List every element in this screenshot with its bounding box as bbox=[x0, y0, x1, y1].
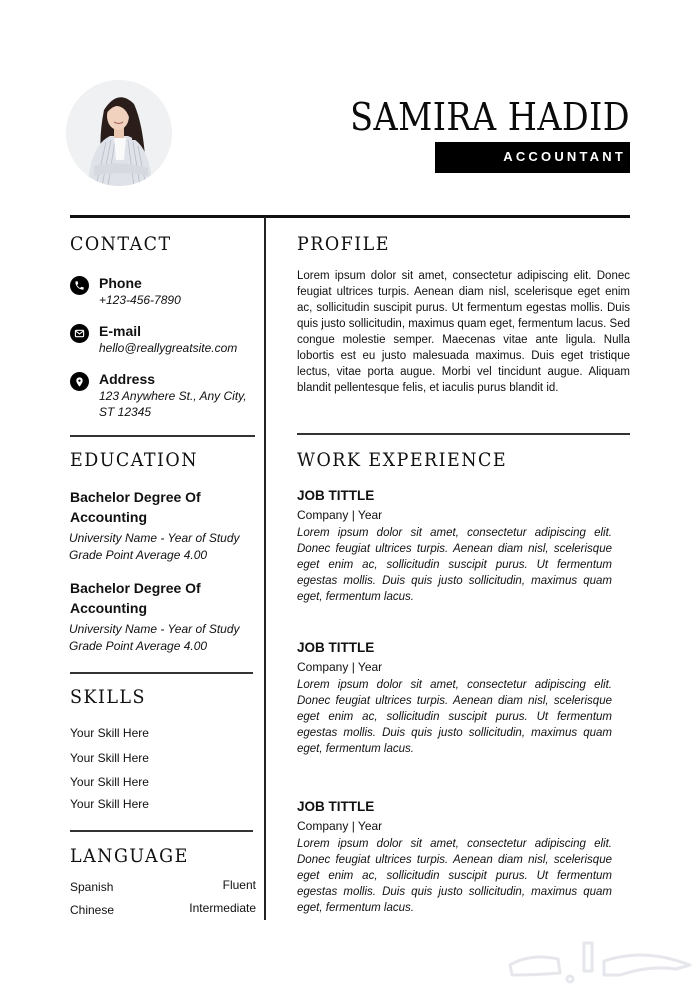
education-entry bbox=[70, 487, 240, 564]
profile-heading: PROFILE bbox=[297, 233, 390, 255]
profile-divider bbox=[297, 433, 630, 435]
avatar bbox=[66, 80, 172, 186]
location-icon bbox=[70, 372, 89, 391]
column-divider bbox=[264, 217, 266, 920]
language-heading: LANGUAGE bbox=[70, 845, 189, 867]
school-line: University Name - Year of Study bbox=[69, 622, 240, 636]
profile-summary: Lorem ipsum dolor sit amet, consectetur adipiscing elit. Donec feugiat ultrices turpis. Aenean diam nisl, scelerisque eget enim ac, sollicitudin suscipit purus. Ut fermentum egestas mollis. Duis quis justo sollicitudin, maximus quam eget, fermentum lacus. Sed congue molestie semper. Maecenas vitae ante ligula. Nulla lobortis est eu justo malesuada maximus. Duis eget tristique lectus, vitae porta augue. Morbi vel tincidunt augue. Aliquam blandit pellentesque felis, et iaculis purus blandit id. bbox=[297, 270, 631, 394]
language-name: Chinese bbox=[70, 903, 115, 917]
job-title: JOB TITTLE bbox=[297, 488, 375, 503]
language-row bbox=[70, 901, 256, 917]
job-title: JOB TITTLE bbox=[297, 640, 375, 655]
skill-item: Your Skill Here bbox=[70, 751, 149, 765]
job-company: Company | Year bbox=[297, 660, 383, 674]
degree-line-1: Bachelor Degree Of bbox=[70, 489, 201, 505]
skill-item: Your Skill Here bbox=[70, 775, 149, 789]
skill-item: Your Skill Here bbox=[70, 797, 149, 811]
phone-icon bbox=[70, 276, 89, 295]
skill-item: Your Skill Here bbox=[70, 726, 149, 740]
contact-divider bbox=[70, 435, 255, 437]
candidate-name: SAMIRA HADID bbox=[350, 95, 630, 139]
address-line-2: ST 12345 bbox=[99, 405, 152, 419]
header-divider bbox=[70, 215, 630, 218]
language-name: Spanish bbox=[70, 880, 114, 894]
job-entry bbox=[297, 640, 612, 757]
job-entry bbox=[297, 799, 612, 916]
address-label: Address bbox=[99, 371, 156, 387]
job-description: Lorem ipsum dolor sit amet, consectetur adipiscing elit. Donec feugiat ultrices turpis. Aenean diam nisl, scelerisque eget enim ac, sollicitudin suscipit purus. Ut fermentum egestas mollis. Duis quis justo sollicitudin, maximus quam eget, fermentum lacus. bbox=[297, 679, 612, 755]
job-entry bbox=[297, 488, 612, 605]
education-heading: EDUCATION bbox=[70, 449, 198, 471]
school-line: University Name - Year of Study bbox=[69, 531, 240, 545]
education-entry bbox=[70, 578, 240, 655]
job-title: JOB TITTLE bbox=[297, 799, 375, 814]
contact-address bbox=[70, 371, 247, 420]
degree-line-1: Bachelor Degree Of bbox=[70, 580, 201, 596]
role-title: ACCOUNTANT bbox=[503, 149, 626, 164]
contact-phone bbox=[70, 275, 181, 308]
email-value: hello@reallygreatsite.com bbox=[99, 341, 238, 355]
degree-line-2: Accounting bbox=[70, 600, 147, 616]
contact-heading: CONTACT bbox=[70, 233, 172, 255]
contact-email bbox=[70, 323, 237, 356]
haraj-watermark-logo bbox=[500, 935, 700, 985]
work-heading: WORK EXPERIENCE bbox=[297, 449, 508, 471]
language-level: Intermediate bbox=[189, 901, 256, 915]
job-description: Lorem ipsum dolor sit amet, consectetur adipiscing elit. Donec feugiat ultrices turpis. Aenean diam nisl, scelerisque eget enim ac, sollicitudin suscipit purus. Ut fermentum egestas mollis. Duis quis justo sollicitudin, maximus quam eget, fermentum lacus. bbox=[297, 838, 612, 914]
role-banner bbox=[435, 142, 630, 173]
skills-heading: SKILLS bbox=[70, 686, 146, 708]
language-row bbox=[70, 878, 256, 894]
job-company: Company | Year bbox=[297, 508, 383, 522]
email-label: E-mail bbox=[99, 323, 142, 339]
gpa-line: Grade Point Average 4.00 bbox=[69, 639, 208, 653]
mail-icon bbox=[70, 324, 89, 343]
phone-label: Phone bbox=[99, 275, 142, 291]
skills-divider bbox=[70, 830, 253, 832]
education-divider bbox=[70, 672, 253, 674]
phone-value: +123-456-7890 bbox=[99, 293, 181, 307]
job-company: Company | Year bbox=[297, 819, 383, 833]
degree-line-2: Accounting bbox=[70, 509, 147, 525]
gpa-line: Grade Point Average 4.00 bbox=[69, 548, 208, 562]
profile-photo bbox=[66, 80, 172, 186]
address-line-1: 123 Anywhere St., Any City, bbox=[99, 389, 247, 403]
language-level: Fluent bbox=[222, 878, 256, 892]
job-description: Lorem ipsum dolor sit amet, consectetur adipiscing elit. Donec feugiat ultrices turpis. Aenean diam nisl, scelerisque eget enim ac, sollicitudin suscipit purus. Ut fermentum egestas mollis. Duis quis justo sollicitudin, maximus quam eget, fermentum lacus. bbox=[297, 527, 612, 603]
